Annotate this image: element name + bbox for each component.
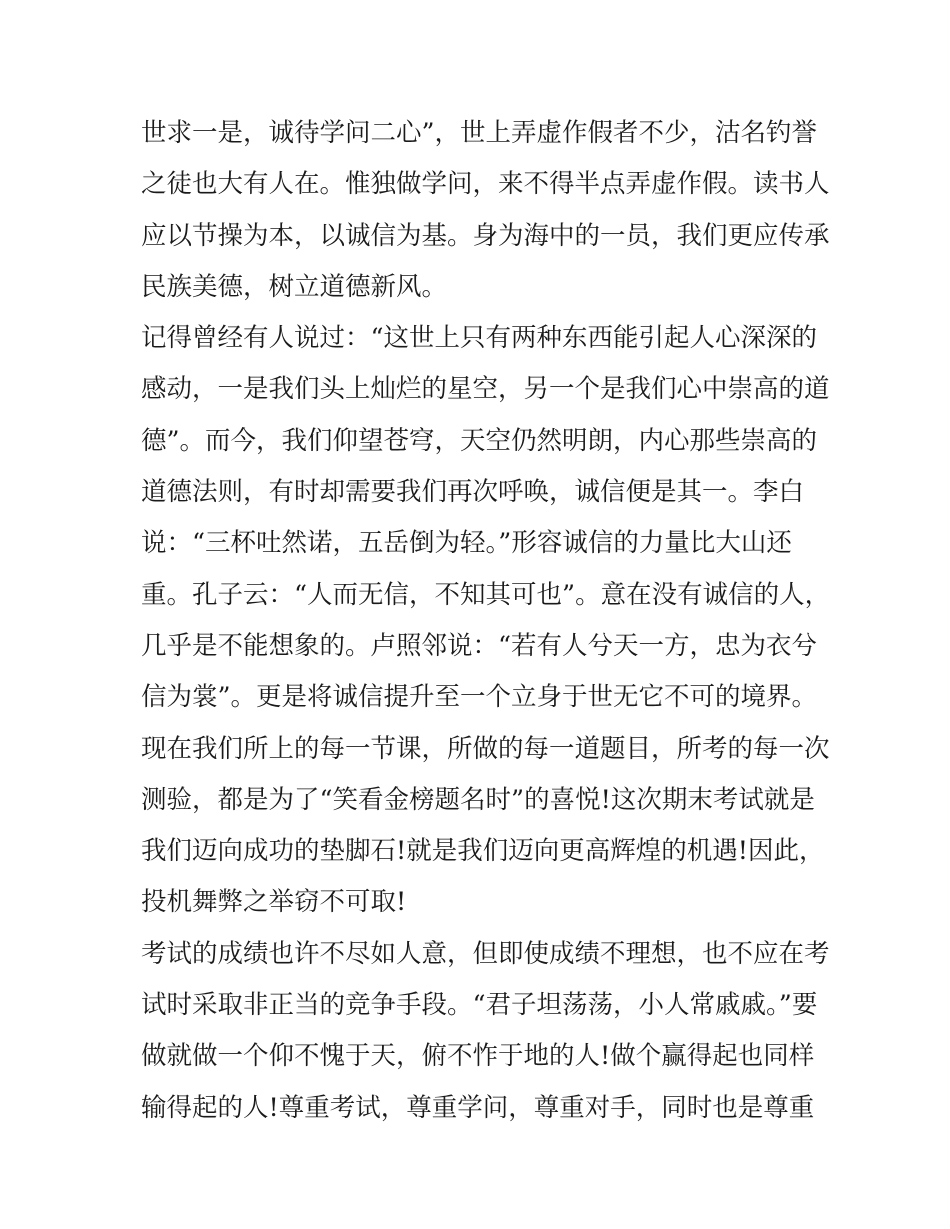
text-line: 输得起的人!尊重考试，尊重学问，尊重对手，同时也是尊重 [141,1092,815,1123]
text-line: 德”。而今，我们仰望苍穹，天空仍然明朗，内心那些崇高的 [141,425,818,456]
text-line: 现在我们所上的每一节课，所做的每一道题目，所考的每一次 [141,733,830,764]
text-line: 之徒也大有人在。惟独做学问，来不得半点弄虚作假。读书人 [141,169,830,200]
text-line: 考试的成绩也许不尽如人意，但即使成绩不理想，也不应在考 [141,938,830,969]
text-line: 感动，一是我们头上灿烂的星空，另一个是我们心中崇高的道 [141,374,830,405]
text-line: 信为裳”。更是将诚信提升至一个立身于世无它不可的境界。 [141,682,818,713]
text-line: 几乎是不能想象的。卢照邻说：“若有人兮天一方，忠为衣兮 [141,630,818,661]
document-body [141,108,831,1134]
text-line: 世求一是，诚待学问二心”，世上弄虚作假者不少，沽名钓誉 [141,118,818,148]
text-line: 重。孔子云：“人而无信，不知其可也”。意在没有诚信的人， [141,579,831,610]
text-line: 试时采取非正当的竞争手段。“君子坦荡荡，小人常戚戚。”要 [141,990,818,1021]
text-line: 做就做一个仰不愧于天，俯不怍于地的人!做个赢得起也同样 [141,1041,815,1072]
text-line: 记得曾经有人说过：“这世上只有两种东西能引起人心深深的 [141,323,818,354]
text-line: 测验，都是为了“笑看金榜题名时”的喜悦!这次期末考试就是 [141,784,815,815]
text-line: 道德法则，有时却需要我们再次呼唤，诚信便是其一。李白 [141,477,805,508]
text-line: 说：“三杯吐然诺，五岳倒为轻。”形容诚信的力量比大山还 [141,528,792,559]
text-line: 应以节操为本，以诚信为基。身为海中的一员，我们更应传承 [141,220,830,251]
text-line: 我们迈向成功的垫脚石!就是我们迈向更高辉煌的机遇!因此， [141,836,825,867]
text-line: 民族美德，树立道德新风。 [141,271,448,302]
text-line: 投机舞弊之举窃不可取! [141,887,407,918]
